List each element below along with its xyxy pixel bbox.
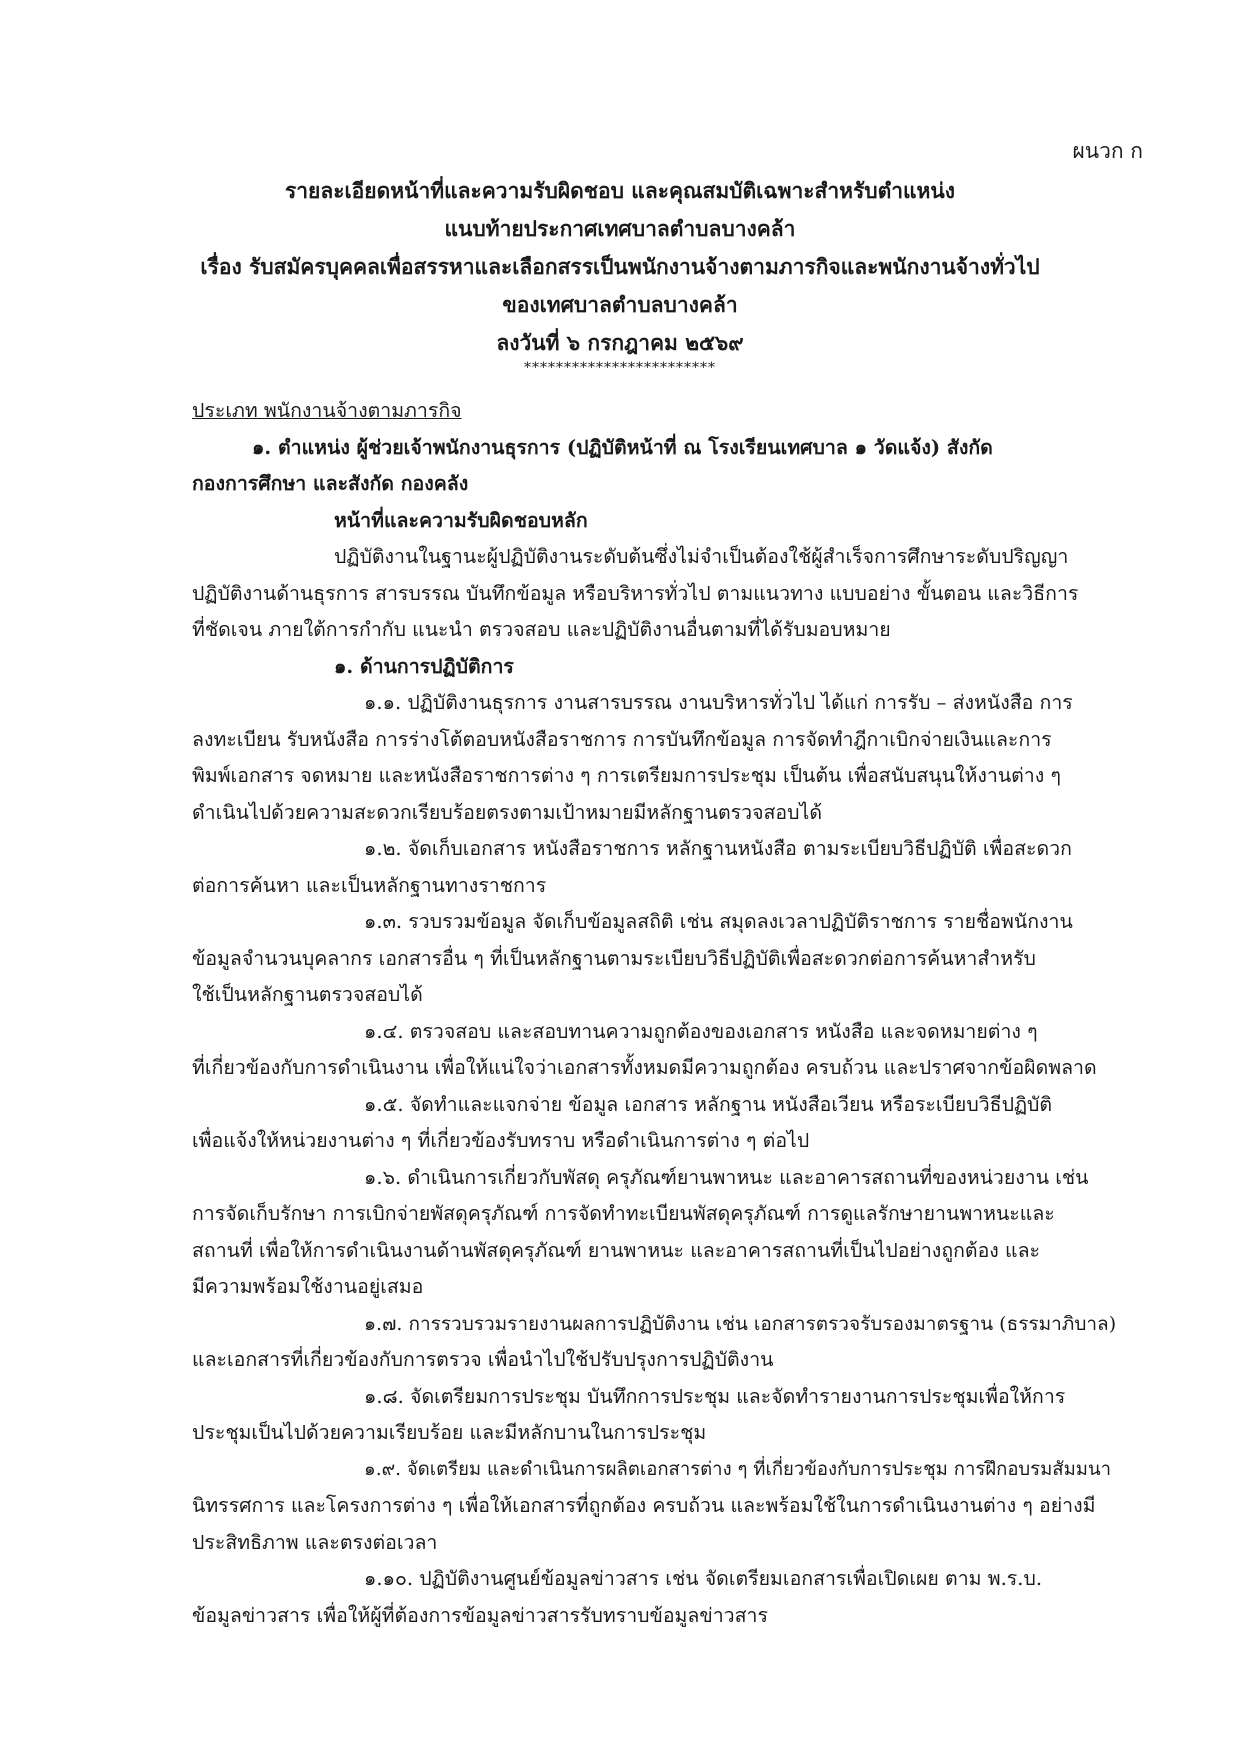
header-title: รายละเอียดหน้าที่และความรับผิดชอบ และคุณสมบัติเฉพาะสำหรับตำแหน่ง <box>284 178 956 203</box>
list-item-cont: ลงทะเบียน รับหนังสือ การร่างโต้ตอบหนังสือราชการ การบันทึกข้อมูล การจัดทำฎีกาเบิกจ่ายเงินและการ <box>192 727 1052 751</box>
list-item: ๑.๔. ตรวจสอบ และสอบทานความถูกต้องของเอกสาร หนังสือ และจดหมายต่าง ๆ <box>364 1019 1038 1043</box>
list-item-cont: ที่เกี่ยวข้องกับการดำเนินงาน เพื่อให้แน่ใจว่าเอกสารทั้งหมดมีความถูกต้อง ครบถ้วน และปราศจากข้อผิดพลาด <box>192 1056 1097 1079</box>
list-item: ๑.๑. ปฏิบัติงานธุรการ งานสารบรรณ งานบริหารทั่วไป ได้แก่ การรับ – ส่งหนังสือ การ <box>364 691 1073 714</box>
list-item-cont: มีความพร้อมใช้งานอยู่เสมอ <box>192 1275 424 1298</box>
header-organization: ของเทศบาลตำบลบางคล้า <box>502 292 738 317</box>
list-item: ๑.๕. จัดทำและแจกจ่าย ข้อมูล เอกสาร หลักฐาน หนังสือเวียน หรือระเบียบวิธีปฏิบัติ <box>364 1092 1053 1116</box>
paragraph-line: ปฏิบัติงานในฐานะผู้ปฏิบัติงานระดับต้นซึ่งไม่จำเป็นต้องใช้ผู้สำเร็จการศึกษาระดับปริญญา <box>334 545 1069 568</box>
list-item: ๑.๗. การรวบรวมรายงานผลการปฏิบัติงาน เช่น เอกสารตรวจรับรองมาตรฐาน (ธรรมาภิบาล) <box>364 1312 1117 1335</box>
header-date: ลงวันที่ ๖ กรกฎาคม ๒๕๖๙ <box>496 330 744 355</box>
annex-label: ผนวก ก <box>1072 139 1143 163</box>
list-item: ๑.๒. จัดเก็บเอกสาร หนังสือราชการ หลักฐานหนังสือ ตามระเบียบวิธีปฏิบัติ เพื่อสะดวก <box>364 837 1072 860</box>
list-item-cont: ประสิทธิภาพ และตรงต่อเวลา <box>192 1530 438 1554</box>
list-item-cont: การจัดเก็บรักษา การเบิกจ่ายพัสดุครุภัณฑ์ การจัดทำทะเบียนพัสดุครุภัณฑ์ การดูแลรักษายานพาหนะและ <box>192 1202 1055 1225</box>
list-item: ๑.๘. จัดเตรียมการประชุม บันทึกการประชุม และจัดทำรายงานการประชุมเพื่อให้การ <box>364 1384 1066 1408</box>
list-item-cont: ข้อมูลข่าวสาร เพื่อให้ผู้ที่ต้องการข้อมูลข่าวสารรับทราบข้อมูลข่าวสาร <box>192 1603 768 1627</box>
list-item-cont: สถานที่ เพื่อให้การดำเนินงานด้านพัสดุครุภัณฑ์ ยานพาหนะ และอาคารสถานที่เป็นไปอย่างถูกต้อง และ <box>192 1238 1041 1262</box>
list-item: ๑.๓. รวบรวมข้อมูล จัดเก็บข้อมูลสถิติ เช่น สมุดลงเวลาปฏิบัติราชการ รายชื่อพนักงาน <box>364 910 1073 933</box>
list-item-cont: และเอกสารที่เกี่ยวข้องกับการตรวจ เพื่อนำไปใช้ปรับปรุงการปฏิบัติงาน <box>192 1348 774 1371</box>
list-item-cont: นิทรรศการ และโครงการต่าง ๆ เพื่อให้เอกสารที่ถูกต้อง ครบถ้วน และพร้อมใช้ในการดำเนินงานต่าง ๆ อย่างมี <box>192 1494 1096 1517</box>
list-item-cont: ใช้เป็นหลักฐานตรวจสอบได้ <box>192 983 423 1006</box>
list-item-cont: เพื่อแจ้งให้หน่วยงานต่าง ๆ ที่เกี่ยวข้องรับทราบ หรือดำเนินการต่าง ๆ ต่อไป <box>192 1129 810 1152</box>
header-separator: ************************ <box>524 360 716 376</box>
paragraph-line: ปฏิบัติงานด้านธุรการ สารบรรณ บันทึกข้อมูล หรือบริหารทั่วไป ตามแนวทาง แบบอย่าง ขั้นตอน และวิธีการ <box>192 581 1079 605</box>
section-type-heading: ประเภท พนักงานจ้างตามภารกิจ <box>192 399 462 422</box>
list-item-cont: ประชุมเป็นไปด้วยความเรียบร้อย และมีหลักบานในการประชุม <box>192 1421 707 1444</box>
list-item-cont: ดำเนินไปด้วยความสะดวกเรียบร้อยตรงตามเป้าหมายมีหลักฐานตรวจสอบได้ <box>192 800 822 824</box>
document-header <box>150 172 1090 362</box>
document-body <box>192 393 1125 1634</box>
list-item: ๑.๙. จัดเตรียม และดำเนินการผลิตเอกสารต่าง ๆ ที่เกี่ยวข้องกับการประชุม การฝึกอบรมสัมมนา <box>364 1458 1112 1480</box>
position-heading: ๑. ตำแหน่ง ผู้ช่วยเจ้าพนักงานธุรการ (ปฏิบัติหน้าที่ ณ โรงเรียนเทศบาล ๑ วัดแจ้ง) สังกัด <box>252 435 993 459</box>
list-item-cont: ต่อการค้นหา และเป็นหลักฐานทางราชการ <box>192 873 547 897</box>
list-item: ๑.๑๐. ปฏิบัติงานศูนย์ข้อมูลข่าวสาร เช่น จัดเตรียมเอกสารเพื่อเปิดเผย ตาม พ.ร.บ. <box>364 1567 1043 1590</box>
list-item-cont: ข้อมูลจำนวนบุคลากร เอกสารอื่น ๆ ที่เป็นหลักฐานตามระเบียบวิธีปฏิบัติเพื่อสะดวกต่อการค้นหาสำหรับ <box>192 946 1036 970</box>
paragraph-line: ที่ชัดเจน ภายใต้การกำกับ แนะนำ ตรวจสอบ และปฏิบัติงานอื่นตามที่ได้รับมอบหมาย <box>192 618 891 641</box>
list-item: ๑.๖. ดำเนินการเกี่ยวกับพัสดุ ครุภัณฑ์ยานพาหนะ และอาคารสถานที่ของหน่วยงาน เช่น <box>364 1165 1089 1189</box>
header-subject: เรื่อง รับสมัครบุคคลเพื่อสรรหาและเลือกสรรเป็นพนักงานจ้างตามภารกิจและพนักงานจ้างทั่วไป <box>200 254 1040 279</box>
duties-heading: หน้าที่และความรับผิดชอบหลัก <box>334 508 588 532</box>
position-heading-cont: กองการศึกษา และสังกัด กองคลัง <box>192 472 469 495</box>
operations-heading: ๑. ด้านการปฏิบัติการ <box>334 654 514 678</box>
list-item-cont: พิมพ์เอกสาร จดหมาย และหนังสือราชการต่าง ๆ การเตรียมการประชุม เป็นต้น เพื่อสนับสนุนให้งานต่าง ๆ <box>192 764 1061 787</box>
header-attachment: แนบท้ายประกาศเทศบาลตำบลบางคล้า <box>444 216 796 241</box>
